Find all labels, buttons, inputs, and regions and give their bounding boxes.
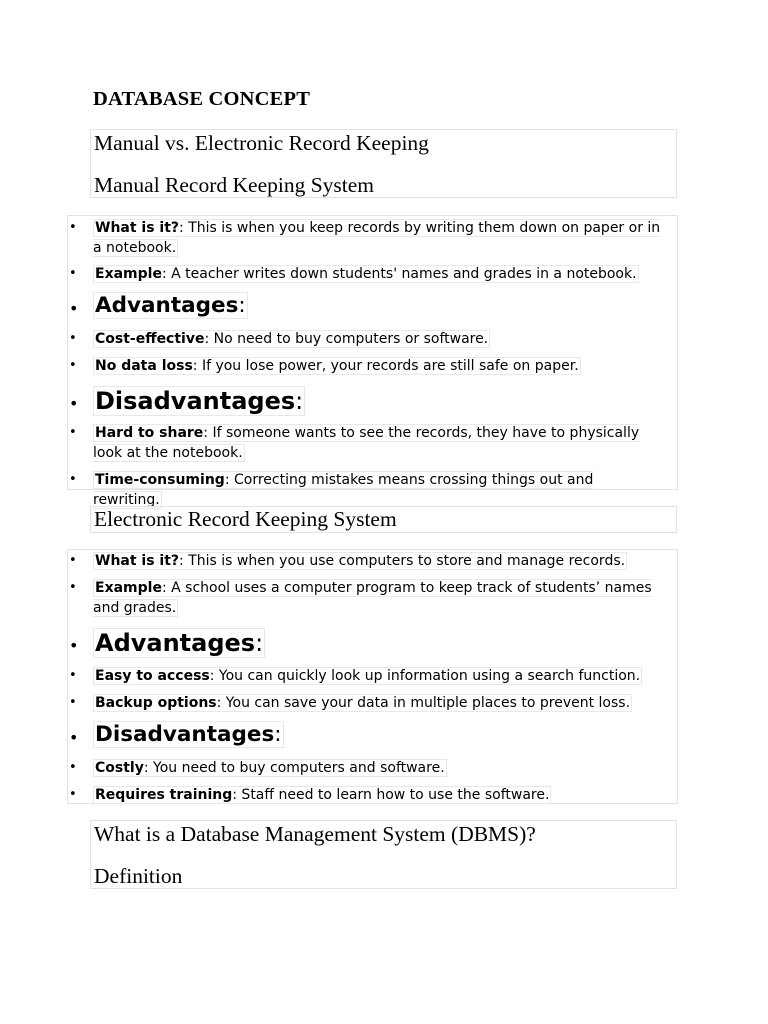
- bullet-icon: •: [69, 636, 79, 655]
- bullet-icon: •: [69, 728, 79, 747]
- item-label: Example: [95, 266, 162, 282]
- heading-label: Disadvantages: [95, 722, 275, 747]
- heading-colon: :: [238, 293, 246, 318]
- item-text: : A school uses a computer program to keep track of students’ names and grades.: [93, 580, 652, 616]
- heading-colon: :: [295, 387, 304, 415]
- item-label: Cost-effective: [95, 331, 205, 347]
- section-heading: Manual vs. Electronic Record Keeping: [94, 131, 429, 155]
- item-text: : If you lose power, your records are still safe on paper.: [192, 358, 579, 374]
- bullet-icon: •: [69, 668, 77, 683]
- item-text: : A teacher writes down students' names and grades in a notebook.: [161, 266, 637, 282]
- bullet-icon: •: [69, 425, 77, 440]
- manual-record-keeping-list: [67, 215, 678, 508]
- item-text: : Staff need to learn how to use the software.: [232, 787, 550, 803]
- heading-label: Advantages: [95, 629, 256, 657]
- bullet-icon: •: [69, 331, 77, 346]
- item-label: Easy to access: [95, 668, 210, 684]
- item-label: Example: [95, 580, 162, 596]
- section-heading: What is a Database Management System (DBMS)?: [94, 822, 536, 846]
- document-title: DATABASE CONCEPT: [93, 88, 311, 110]
- item-label: Backup options: [95, 695, 217, 711]
- item-text: : Correcting mistakes means crossing things out and rewriting.: [93, 472, 594, 508]
- bullet-icon: •: [69, 266, 77, 281]
- item-text: : No need to buy computers or software.: [204, 331, 489, 347]
- item-text: : This is when you use computers to store and manage records.: [179, 553, 626, 569]
- section-heading: Electronic Record Keeping System: [94, 507, 397, 531]
- section-subheading: Definition: [94, 864, 183, 888]
- section-subheading: Manual Record Keeping System: [94, 173, 375, 197]
- item-label: What is it?: [95, 553, 180, 569]
- bullet-icon: •: [69, 299, 79, 318]
- section-heading-box-dbms: [90, 820, 677, 889]
- item-label: Time-consuming: [95, 472, 225, 488]
- electronic-record-keeping-list: [67, 549, 678, 804]
- item-label: Requires training: [95, 787, 233, 803]
- item-label: Costly: [95, 760, 144, 776]
- section-heading-box-electronic: [90, 506, 677, 533]
- bullet-icon: •: [69, 553, 77, 568]
- heading-colon: :: [274, 722, 282, 747]
- bullet-icon: •: [69, 220, 77, 235]
- bullet-icon: •: [69, 695, 77, 710]
- item-label: What is it?: [95, 220, 180, 236]
- bullet-icon: •: [69, 580, 77, 595]
- item-text: : You can quickly look up information using a search function.: [209, 668, 641, 684]
- section-heading-box-manual-vs-electronic: [90, 129, 677, 198]
- item-text: : You need to buy computers and software.: [143, 760, 445, 776]
- heading-label: Disadvantages: [95, 387, 296, 415]
- item-text: : You can save your data in multiple places to prevent loss.: [216, 695, 631, 711]
- bullet-icon: •: [69, 760, 77, 775]
- bullet-icon: •: [69, 358, 77, 373]
- heading-colon: :: [255, 629, 264, 657]
- item-text: : If someone wants to see the records, they have to physically look at the notebook.: [93, 425, 640, 461]
- item-label: Hard to share: [95, 425, 204, 441]
- bullet-icon: •: [69, 787, 77, 802]
- item-label: No data loss: [95, 358, 193, 374]
- bullet-icon: •: [69, 394, 79, 413]
- bullet-icon: •: [69, 472, 77, 487]
- heading-label: Advantages: [95, 293, 239, 318]
- item-text: : This is when you keep records by writing them down on paper or in a notebook.: [93, 220, 661, 256]
